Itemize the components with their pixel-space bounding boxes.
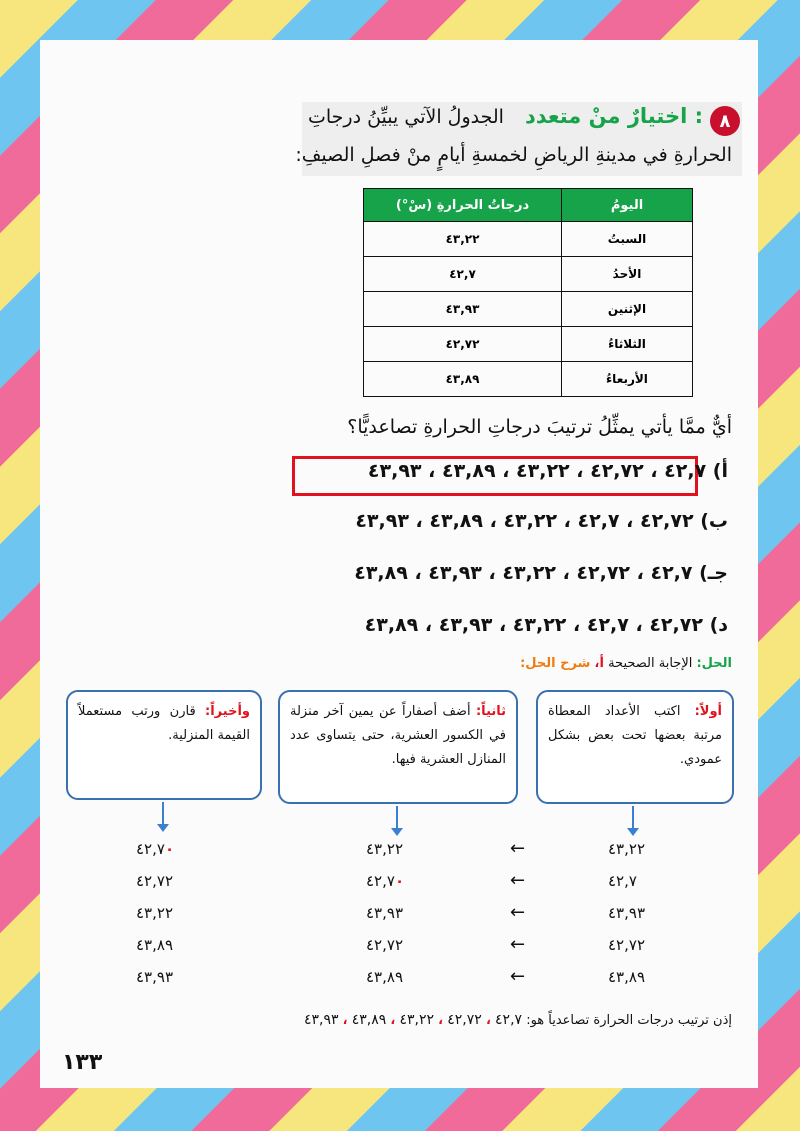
question-text-line1: الجدولُ الآتي يبيِّنُ درجاتِ bbox=[308, 106, 504, 128]
option-text: ٤٢,٧٢ ، ٤٢,٧ ، ٤٣,٢٢ ، ٤٣,٩٣ ، ٤٣,٨٩ bbox=[364, 614, 703, 636]
table-cell-temp: ٤٢,٧٢ bbox=[364, 327, 562, 362]
step-label: وأخيراً: bbox=[205, 704, 250, 719]
table-cell-day: الأحدُ bbox=[562, 257, 693, 292]
table-row bbox=[364, 257, 693, 292]
option-label: ب) bbox=[700, 510, 728, 532]
left-arrow-icon: ← bbox=[510, 966, 526, 987]
table-row bbox=[364, 222, 693, 257]
padded-number: ٤٣,٢٢ bbox=[366, 840, 403, 858]
down-arrow-icon bbox=[396, 806, 398, 830]
sorted-number: ٤٣,٢٢ bbox=[136, 904, 173, 922]
final-text: إذن ترتيب درجات الحرارة تصاعدياً هو: bbox=[526, 1013, 732, 1028]
given-number: ٤٣,٨٩ bbox=[608, 968, 645, 986]
page bbox=[40, 40, 758, 1088]
table-cell-day: الإثنين bbox=[562, 292, 693, 327]
table-row bbox=[364, 327, 693, 362]
option-text: ٤٢,٧٢ ، ٤٢,٧ ، ٤٣,٢٢ ، ٤٣,٨٩ ، ٤٣,٩٣ bbox=[355, 510, 694, 532]
padded-number: ٤٣,٨٩ bbox=[366, 968, 403, 986]
question-prompt: أيٌّ ممَّا يأتي يمثِّلُ ترتيبَ درجاتِ الحرارةِ تصاعديًّا؟ bbox=[347, 416, 732, 438]
given-number: ٤٣,٢٢ bbox=[608, 840, 645, 858]
sorted-number: ٤٢,٧٢ bbox=[136, 872, 173, 890]
page-number: ١٣٣ bbox=[62, 1050, 103, 1075]
option-text: ٤٢,٧ ، ٤٢,٧٢ ، ٤٣,٢٢ ، ٤٣,٩٣ ، ٤٣,٨٩ bbox=[354, 562, 693, 584]
question-number-badge: ٨ bbox=[710, 106, 740, 136]
temperature-table bbox=[363, 188, 693, 397]
solution-text: الإجابة الصحيحة bbox=[608, 656, 693, 671]
padded-number: ٤٣,٩٣ bbox=[366, 904, 403, 922]
padded-number: ٤٢,٧٢ bbox=[366, 936, 403, 954]
step-box-last bbox=[66, 690, 262, 800]
given-number: ٤٣,٩٣ bbox=[608, 904, 645, 922]
table-cell-day: الأربعاءُ bbox=[562, 362, 693, 397]
table-cell-temp: ٤٢,٧ bbox=[364, 257, 562, 292]
option-label: د) bbox=[709, 614, 728, 636]
question-title: اختيارٌ منْ متعدد : bbox=[524, 104, 703, 128]
sorted-number: ٤٢,٧٠ bbox=[136, 840, 175, 858]
solution-explain-label: شرح الحل: bbox=[520, 656, 591, 671]
table-row bbox=[364, 362, 693, 397]
option-b[interactable] bbox=[355, 510, 728, 532]
table-cell-day: السبتُ bbox=[562, 222, 693, 257]
sorted-number: ٤٣,٨٩ bbox=[136, 936, 173, 954]
left-arrow-icon: ← bbox=[510, 934, 526, 955]
given-number: ٤٢,٧ bbox=[608, 872, 637, 890]
question-text-line2: الحرارةِ في مدينةِ الرياضِ لخمسةِ أيامٍ منْ فصلِ الصيفِ: bbox=[295, 144, 732, 166]
sorted-number: ٤٣,٩٣ bbox=[136, 968, 173, 986]
table-cell-temp: ٤٣,٨٩ bbox=[364, 362, 562, 397]
option-label: أ) bbox=[712, 460, 728, 482]
step-label: أولاً: bbox=[694, 704, 722, 719]
given-number: ٤٢,٧٢ bbox=[608, 936, 645, 954]
table-header-day: اليومُ bbox=[562, 189, 693, 222]
padded-number: ٤٢,٧٠ bbox=[366, 872, 405, 890]
option-label: جـ) bbox=[699, 562, 728, 584]
table-row bbox=[364, 292, 693, 327]
option-text: ٤٢,٧ ، ٤٢,٧٢ ، ٤٣,٢٢ ، ٤٣,٨٩ ، ٤٣,٩٣ bbox=[367, 460, 707, 482]
left-arrow-icon: ← bbox=[510, 838, 526, 859]
left-arrow-icon: ← bbox=[510, 870, 526, 891]
left-arrow-icon: ← bbox=[510, 902, 526, 923]
down-arrow-icon bbox=[162, 802, 164, 826]
solution-label: الحل: bbox=[696, 656, 732, 671]
option-a[interactable] bbox=[368, 460, 728, 482]
table-cell-day: الثلاثاءُ bbox=[562, 327, 693, 362]
step-text: قارن ورتب مستعملاً القيمة المنزلية. bbox=[78, 704, 250, 743]
table-cell-temp: ٤٣,٩٣ bbox=[364, 292, 562, 327]
step-label: ثانياً: bbox=[475, 704, 507, 719]
step-text: أضف أصفاراً عن يمين آخر منزلة في الكسور العشرية، حتى يتساوى عدد المنازل العشرية فيها. bbox=[290, 704, 506, 767]
step-box-second bbox=[278, 690, 518, 804]
solution-line bbox=[520, 656, 732, 671]
step-text: اكتب الأعداد المعطاة مرتبة بعضها تحت بعض بشكل عمودي. bbox=[548, 704, 722, 767]
solution-answer: أ، bbox=[594, 656, 604, 671]
down-arrow-icon bbox=[632, 806, 634, 830]
table-cell-temp: ٤٣,٢٢ bbox=[364, 222, 562, 257]
option-d[interactable] bbox=[365, 614, 728, 636]
option-c[interactable] bbox=[354, 562, 728, 584]
table-header-temp: درجاتُ الحرارةِ (سْ°) bbox=[364, 189, 562, 222]
final-answer: إذن ترتيب درجات الحرارة تصاعدياً هو: ٤٢,٧ ، ٤٢,٧٢ ، ٤٣,٢٢ ، ٤٣,٨٩ ، ٤٣,٩٣ bbox=[303, 1012, 732, 1028]
step-box-first bbox=[536, 690, 734, 804]
